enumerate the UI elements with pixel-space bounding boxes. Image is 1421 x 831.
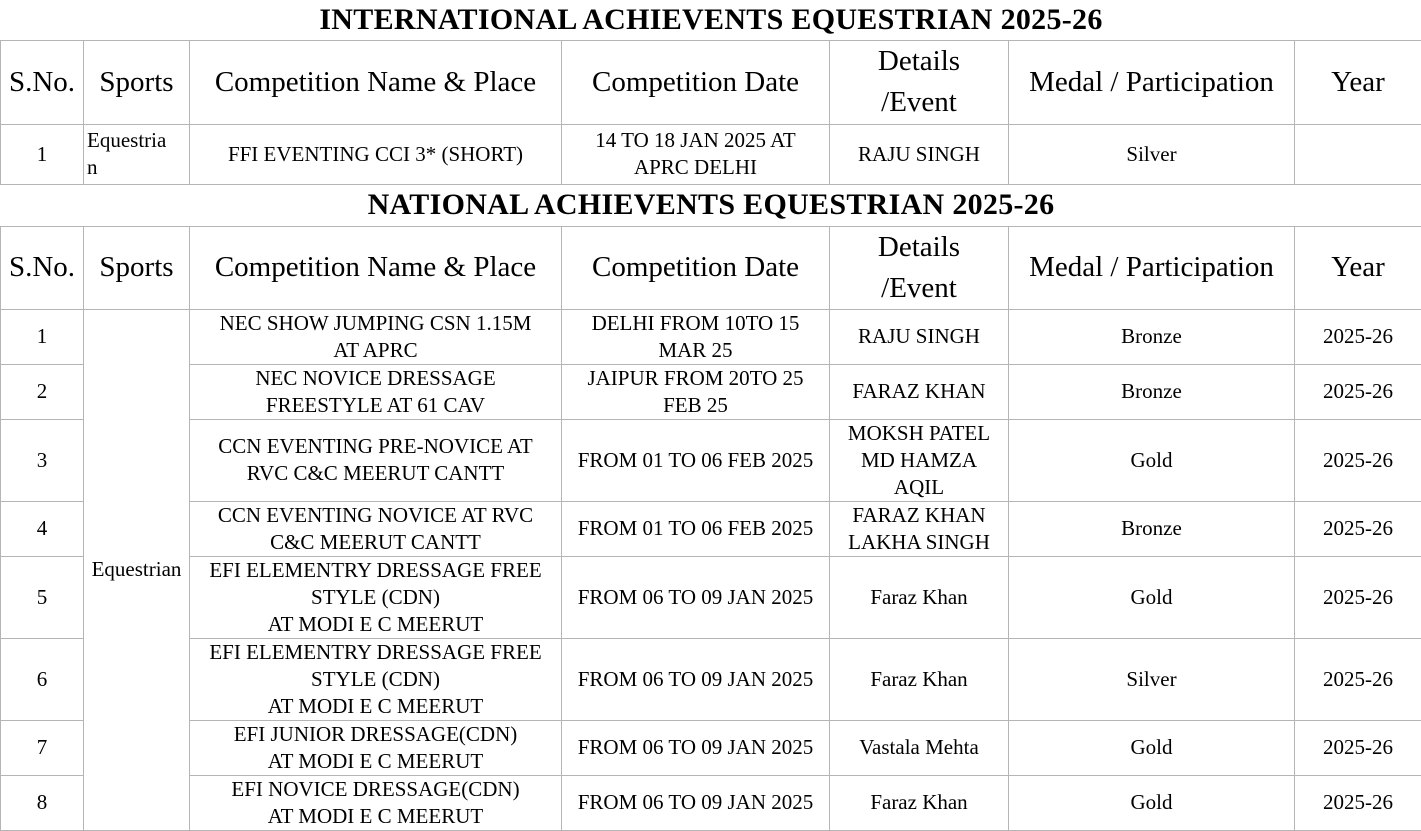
cell-competition-line: CCN EVENTING NOVICE AT RVC [194,502,557,529]
column-header: Year [1295,40,1421,124]
cell-medal: Bronze [1009,501,1295,556]
cell-year: 2025-26 [1295,775,1421,830]
column-header: Competition Name & Place [190,226,562,309]
cell-details [830,556,1009,638]
cell-date-line: FROM 06 TO 09 JAN 2025 [566,789,825,816]
cell-competition [190,720,562,775]
cell-sno: 2 [1,364,84,419]
cell-year [1295,124,1421,184]
cell-sno: 3 [1,419,84,501]
cell-competition-line: AT MODI E C MEERUT [194,611,557,638]
cell-competition [190,364,562,419]
cell-details-line: RAJU SINGH [834,323,1004,350]
cell-competition-line: AT MODI E C MEERUT [194,748,557,775]
section-title: INTERNATIONAL ACHIEVENTS EQUESTRIAN 2025-26 [1,0,1421,40]
column-header-details-line: Details [834,227,1004,268]
table-row [1,720,1421,775]
cell-year: 2025-26 [1295,638,1421,720]
cell-medal: Bronze [1009,309,1295,364]
international-header-row [1,40,1421,124]
cell-date [562,501,830,556]
column-header-details [830,226,1009,309]
column-header: Year [1295,226,1421,309]
table-row [1,309,1421,364]
cell-date [562,364,830,419]
cell-date [562,419,830,501]
cell-sport: Equestrian [84,309,190,830]
cell-details-line: AQIL [834,474,1004,501]
cell-details-line: Faraz Khan [834,666,1004,693]
table-row [1,501,1421,556]
cell-competition-line: C&C MEERUT CANTT [194,529,557,556]
cell-medal: Gold [1009,419,1295,501]
national-title-row [1,184,1421,226]
national-header-row [1,226,1421,309]
column-header-details-line: Details [834,41,1004,82]
cell-details-line: MD HAMZA [834,447,1004,474]
column-header: Sports [84,40,190,124]
cell-date-line: 14 TO 18 JAN 2025 AT [566,127,825,154]
cell-competition-line: AT MODI E C MEERUT [194,803,557,830]
cell-competition-line: NEC SHOW JUMPING CSN 1.15M [194,310,557,337]
column-header-details-line: /Event [834,268,1004,309]
table-row [1,638,1421,720]
cell-date-line: APRC DELHI [566,154,825,181]
cell-details [830,638,1009,720]
column-header: Competition Date [562,40,830,124]
cell-date [562,556,830,638]
cell-competition-line: AT MODI E C MEERUT [194,693,557,720]
cell-sport-line: Equestria [87,127,186,154]
column-header-details [830,40,1009,124]
table-row [1,419,1421,501]
cell-details [830,501,1009,556]
cell-medal: Bronze [1009,364,1295,419]
cell-details-line: FARAZ KHAN [834,502,1004,529]
cell-details-line: LAKHA SINGH [834,529,1004,556]
cell-date-line: FROM 06 TO 09 JAN 2025 [566,734,825,761]
cell-details [830,720,1009,775]
cell-competition [190,309,562,364]
cell-date [562,638,830,720]
cell-year: 2025-26 [1295,309,1421,364]
cell-details-line: Faraz Khan [834,584,1004,611]
column-header: S.No. [1,40,84,124]
cell-year: 2025-26 [1295,419,1421,501]
cell-medal: Gold [1009,720,1295,775]
cell-medal: Gold [1009,556,1295,638]
cell-competition-line: NEC NOVICE DRESSAGE [194,365,557,392]
cell-competition-line: EFI ELEMENTRY DRESSAGE FREE [194,639,557,666]
cell-sport [84,124,190,184]
cell-details: RAJU SINGH [830,124,1009,184]
cell-competition [190,419,562,501]
cell-competition [190,501,562,556]
cell-sno: 4 [1,501,84,556]
cell-date-line: JAIPUR FROM 20TO 25 [566,365,825,392]
cell-competition-line: RVC C&C MEERUT CANTT [194,460,557,487]
column-header: Sports [84,226,190,309]
cell-competition-line: EFI JUNIOR DRESSAGE(CDN) [194,721,557,748]
cell-year: 2025-26 [1295,720,1421,775]
cell-sno: 8 [1,775,84,830]
cell-details [830,309,1009,364]
table-row [1,124,1421,184]
cell-medal: Silver [1009,124,1295,184]
column-header: Medal / Participation [1009,40,1295,124]
column-header: Competition Date [562,226,830,309]
cell-date [562,720,830,775]
cell-date-line: FROM 06 TO 09 JAN 2025 [566,666,825,693]
cell-date [562,124,830,184]
table-row [1,556,1421,638]
cell-date-line: DELHI FROM 10TO 15 [566,310,825,337]
international-title-row [1,0,1421,40]
cell-date-line: MAR 25 [566,337,825,364]
cell-competition-line: EFI ELEMENTRY DRESSAGE FREE [194,557,557,584]
cell-date [562,309,830,364]
column-header-details-line: /Event [834,82,1004,123]
cell-date-line: FROM 06 TO 09 JAN 2025 [566,584,825,611]
cell-year: 2025-26 [1295,364,1421,419]
cell-year: 2025-26 [1295,501,1421,556]
cell-sno: 1 [1,124,84,184]
cell-details-line: Vastala Mehta [834,734,1004,761]
cell-competition-line: FREESTYLE AT 61 CAV [194,392,557,419]
cell-competition [190,638,562,720]
cell-sno: 7 [1,720,84,775]
cell-sno: 5 [1,556,84,638]
cell-competition: FFI EVENTING CCI 3* (SHORT) [190,124,562,184]
column-header: Medal / Participation [1009,226,1295,309]
cell-sport-line: n [87,154,186,181]
section-title: NATIONAL ACHIEVENTS EQUESTRIAN 2025-26 [1,184,1421,226]
cell-medal: Gold [1009,775,1295,830]
cell-details-line: FARAZ KHAN [834,378,1004,405]
cell-date-line: FROM 01 TO 06 FEB 2025 [566,515,825,542]
cell-competition-line: STYLE (CDN) [194,666,557,693]
cell-competition-line: CCN EVENTING PRE-NOVICE AT [194,433,557,460]
cell-competition-line: AT APRC [194,337,557,364]
cell-date-line: FEB 25 [566,392,825,419]
column-header: Competition Name & Place [190,40,562,124]
cell-details [830,419,1009,501]
cell-competition [190,556,562,638]
cell-medal: Silver [1009,638,1295,720]
cell-sno: 6 [1,638,84,720]
column-header: S.No. [1,226,84,309]
cell-details-line: MOKSH PATEL [834,420,1004,447]
cell-date-line: FROM 01 TO 06 FEB 2025 [566,447,825,474]
cell-competition-line: EFI NOVICE DRESSAGE(CDN) [194,776,557,803]
cell-details [830,364,1009,419]
cell-sno: 1 [1,309,84,364]
table-row [1,364,1421,419]
cell-year: 2025-26 [1295,556,1421,638]
cell-details-line: Faraz Khan [834,789,1004,816]
cell-competition-line: STYLE (CDN) [194,584,557,611]
